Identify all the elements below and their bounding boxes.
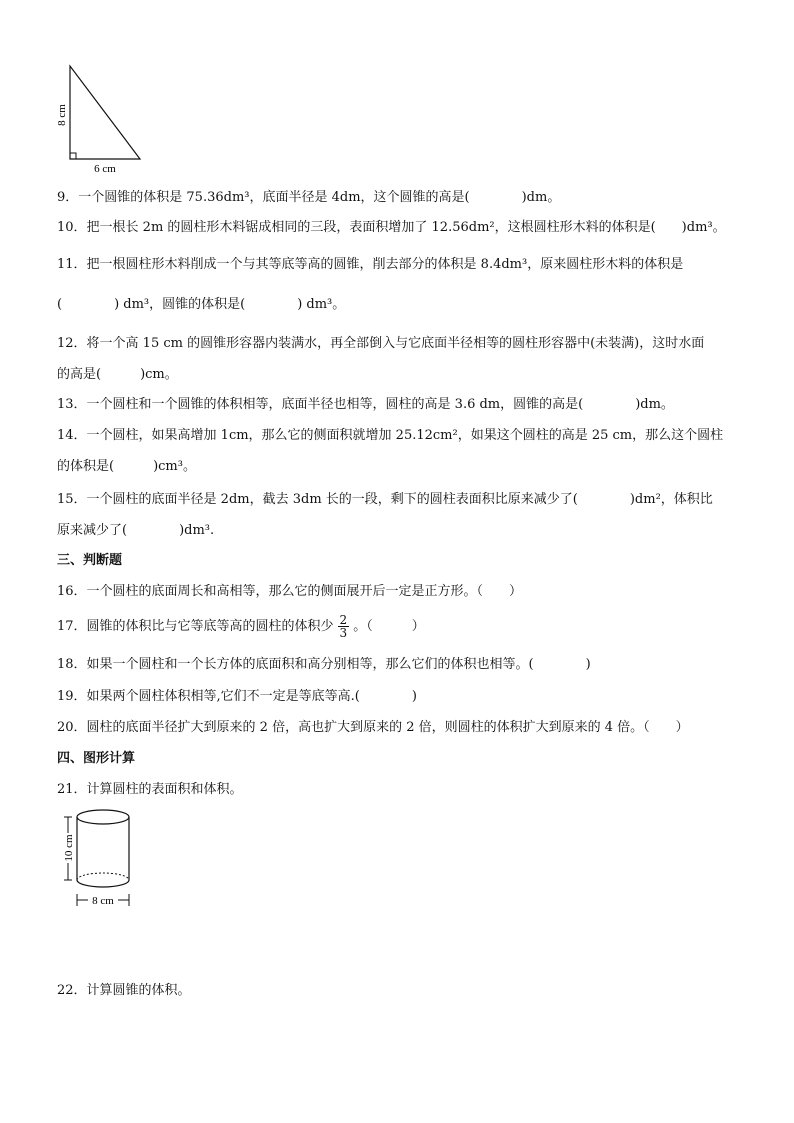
question-17	[57, 614, 425, 639]
cylinder-bottom-front	[77, 880, 129, 887]
question-13: 13．一个圆柱和一个圆锥的体积相等，底面半径也相等，圆柱的高是 3.6 dm，圆锥的高是( )dm。	[57, 397, 674, 412]
question-11-line-2: ( ) dm³，圆锥的体积是( ) dm³。	[57, 297, 346, 312]
cylinder-top	[77, 810, 129, 824]
cylinder-diameter-label: 8 cm	[92, 895, 114, 907]
question-18: 18．如果一个圆柱和一个长方体的底面积和高分别相等，那么它们的体积也相等。( )	[57, 657, 591, 672]
question-12-line-2: 的高是( )cm。	[57, 367, 178, 382]
fraction-two-thirds	[338, 614, 350, 639]
question-19: 19．如果两个圆柱体积相等,它们不一定是等底等高.( )	[57, 689, 417, 704]
triangle-shape	[70, 66, 140, 159]
question-17-tail: 。（ ）	[353, 619, 425, 634]
question-20: 20．圆柱的底面半径扩大到原来的 2 倍，高也扩大到原来的 2 倍，则圆柱的体积扩大到原来的 4 倍。（ ）	[57, 720, 689, 735]
question-10: 10．把一根长 2m 的圆柱形木料锯成相同的三段，表面积增加了 12.56dm²，这根圆柱形木料的体积是( )dm³。	[57, 220, 726, 235]
question-16: 16．一个圆柱的底面周长和高相等，那么它的侧面展开后一定是正方形。（ ）	[57, 584, 523, 599]
question-17-text: 17．圆锥的体积比与它等底等高的圆柱的体积少	[57, 619, 334, 634]
triangle-height-label: 8 cm	[56, 104, 68, 126]
fraction-denominator: 3	[339, 626, 348, 640]
section-4-title: 四、图形计算	[57, 751, 136, 766]
right-angle-mark	[70, 153, 76, 159]
question-14-line-1: 14．一个圆柱，如果高增加 1cm，那么它的侧面积就增加 25.12cm²，如果这个圆柱的高是 25 cm，那么这个圆柱	[57, 428, 724, 443]
cylinder-height-label: 10 cm	[63, 834, 75, 862]
question-22: 22．计算圆锥的体积。	[57, 983, 191, 998]
right-triangle-figure	[52, 60, 152, 178]
question-9: 9．一个圆锥的体积是 75.36dm³，底面半径是 4dm，这个圆锥的高是( )dm。	[57, 190, 561, 205]
section-3-title: 三、判断题	[57, 553, 123, 568]
fraction-numerator: 2	[339, 613, 348, 627]
cylinder-figure	[52, 806, 142, 908]
question-15-line-1: 15．一个圆柱的底面半径是 2dm，截去 3dm 长的一段，剩下的圆柱表面积比原来减少了( )dm²，体积比	[57, 492, 713, 507]
triangle-base-label: 6 cm	[94, 163, 116, 175]
question-15-line-2: 原来减少了( )dm³.	[57, 523, 215, 538]
question-12-line-1: 12．将一个高 15 cm 的圆锥形容器内装满水，再全部倒入与它底面半径相等的圆柱形容器中(未装满)，这时水面	[57, 336, 705, 351]
question-11-line-1: 11．把一根圆柱形木料削成一个与其等底等高的圆锥，削去部分的体积是 8.4dm³，原来圆柱形木料的体积是	[57, 257, 684, 272]
cylinder-bottom-back	[77, 873, 129, 880]
question-14-line-2: 的体积是( )cm³。	[57, 459, 196, 474]
question-21: 21．计算圆柱的表面积和体积。	[57, 782, 243, 797]
